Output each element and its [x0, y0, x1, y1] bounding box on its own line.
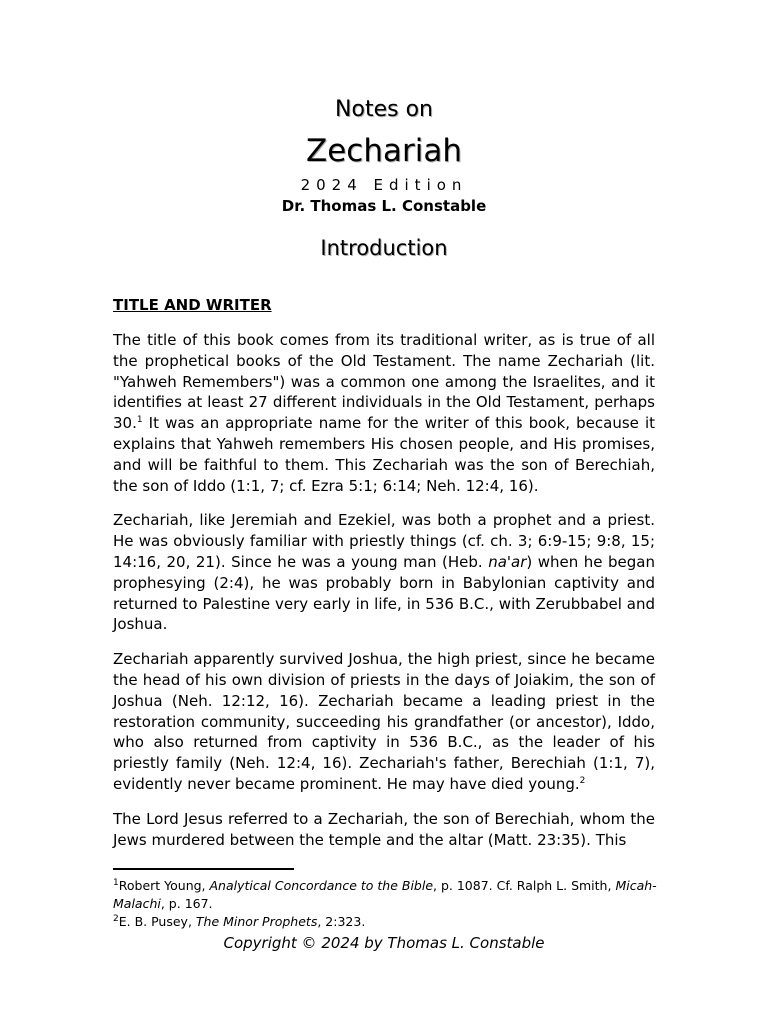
paragraph-4: The Lord Jesus referred to a Zechariah, the son of Berechiah, whom the Jews murdered between the temple and the altar (Matt. 23:35). This: [113, 809, 655, 849]
footnote-1: [113, 877, 658, 913]
footnote-book-title: Analytical Concordance to the Bible: [209, 878, 434, 893]
footnote-number: 1: [113, 877, 119, 888]
footnote-text: , p. 1087. Cf. Ralph L. Smith,: [433, 878, 616, 893]
footnote-ref-2[interactable]: 2: [579, 775, 586, 786]
paragraph-1-text-b: It was an appropriate name for the writer of this book, because it explains that Yahweh remembers His chosen people, and His promises, and will be faithful to them. This Zechariah was the son of Berechiah, the son of Iddo (1:1, 7; cf. Ezra 5:1; 6:14; Neh. 12:4, 16).: [113, 414, 655, 495]
footnote-ref-1[interactable]: 1: [136, 415, 143, 426]
hebrew-term: na'ar: [488, 552, 527, 571]
paragraph-3: [113, 649, 655, 795]
footnote-number: 2: [113, 913, 119, 924]
author-line: Dr. Thomas L. Constable: [281, 197, 487, 215]
footnote-divider: [113, 868, 294, 870]
section-heading: TITLE AND WRITER: [113, 296, 272, 314]
section-title: Introduction: [320, 236, 448, 260]
footnote-text: , p. 167.: [160, 896, 213, 911]
paragraph-1: [113, 330, 655, 496]
book-title: Zechariah: [306, 133, 462, 169]
footnote-text: , 2:323.: [317, 914, 366, 929]
edition-line: 2024 Edition: [300, 176, 468, 194]
body-text: [113, 330, 655, 864]
paragraph-1-text-a: The title of this book comes from its traditional writer, as is true of all the prophetical books of the Old Testament. The name Zechariah (lit. "Yahweh Remembers") was a common one among the Israelites, and it identifies at least 27 different individuals in the Old Testament, perhaps 30.: [113, 331, 655, 433]
paragraph-2-text-a: Zechariah, like Jeremiah and Ezekiel, was both a prophet and a priest. He was obviously familiar with priestly things (cf. ch. 3; 6:9-15; 9:8, 15; 14:16, 20, 21). Since he was a young man (Heb.: [113, 511, 655, 571]
title-notes-on: Notes on: [335, 97, 433, 122]
copyright-notice: Copyright © 2024 by Thomas L. Constable: [223, 934, 545, 952]
footnote-book-title: Micah-Malachi: [113, 878, 657, 911]
footnote-2: [113, 913, 658, 931]
footnotes: [113, 877, 658, 931]
paragraph-2-text-b: ) when he began prophesying (2:4), he was probably born in Babylonian captivity and returned to Palestine very early in life, in 536 B.C., with Zerubbabel and Joshua.: [113, 552, 656, 634]
footnote-book-title: The Minor Prophets: [195, 914, 318, 929]
footnote-text: Robert Young,: [118, 878, 210, 893]
footnote-text: E. B. Pusey,: [118, 914, 196, 929]
paragraph-2: [113, 510, 655, 635]
paragraph-3-text: Zechariah apparently survived Joshua, the high priest, since he became the head of his own division of priests in the days of Joiakim, the son of Joshua (Neh. 12:12, 16). Zechariah became a leading priest in the restoration community, succeeding his grandfather (or ancestor), Iddo, who also returned from captivity in 536 B.C., as the leader of his priestly family (Neh. 12:4, 16). Zechariah's father, Berechiah (1:1, 7), evidently never became prominent. He may have died young.: [113, 650, 655, 793]
